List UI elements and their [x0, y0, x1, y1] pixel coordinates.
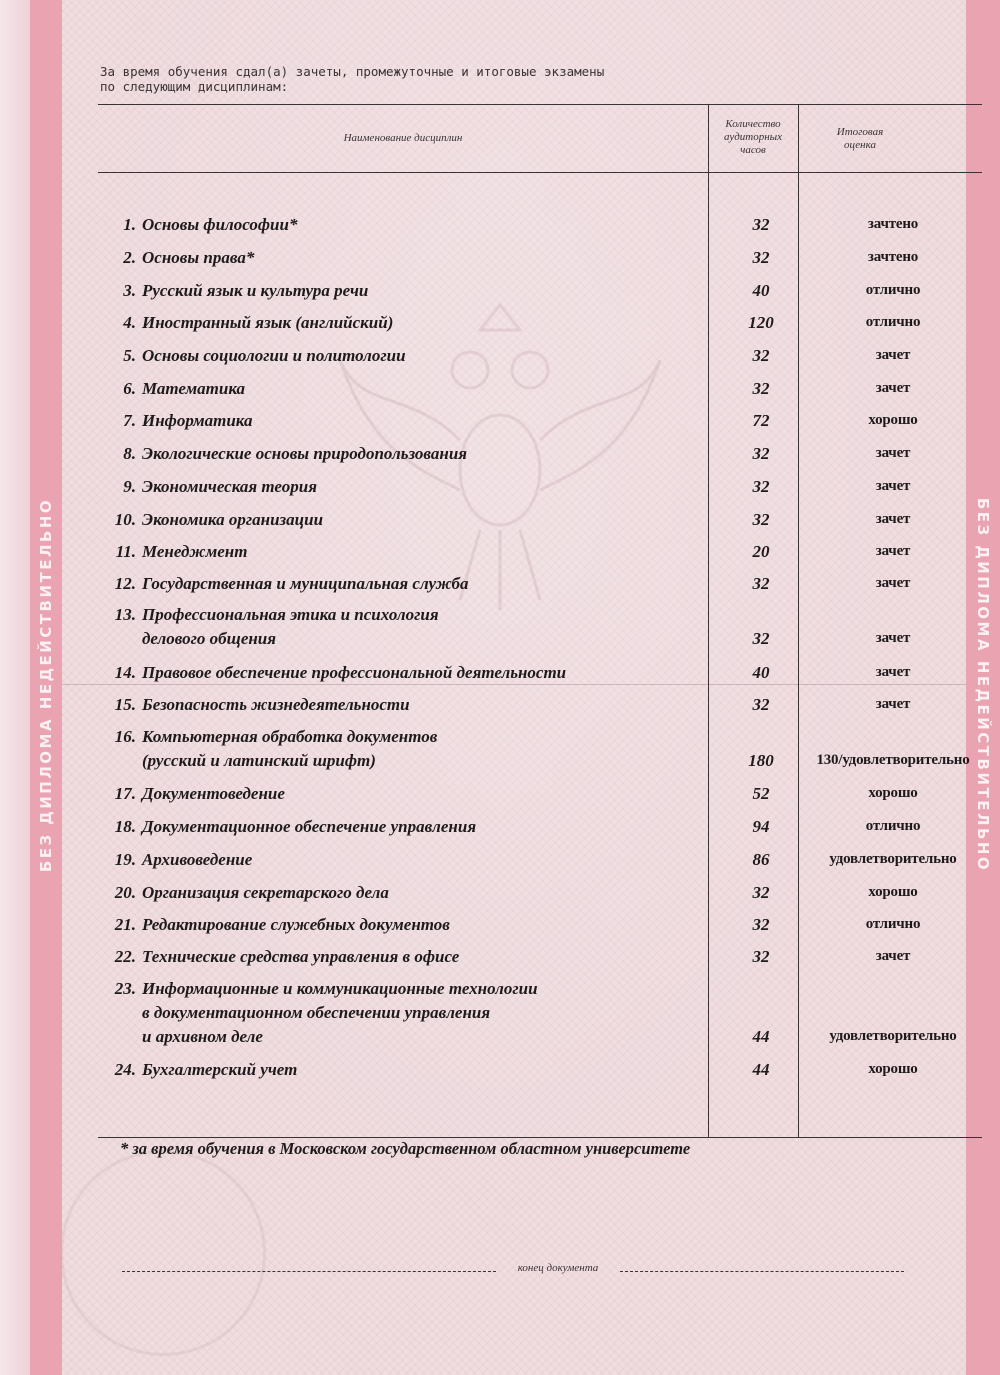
- discipline-number: 16.: [114, 727, 136, 746]
- header-hours-line-2: аудиторных: [723, 131, 782, 143]
- discipline-number: 4.: [123, 313, 136, 332]
- hours-value: 44: [752, 1060, 770, 1079]
- discipline-name-line: [100, 540, 700, 564]
- header-grade-line-2: оценка: [844, 139, 876, 151]
- grade-value: зачет: [875, 948, 911, 964]
- discipline-text: Правовое обеспечение профессиональной деятельности: [142, 663, 567, 682]
- discipline-text: (русский и латинский шрифт): [142, 751, 376, 770]
- table-header-rule: [98, 172, 982, 173]
- grade-value: отлично: [865, 916, 921, 932]
- discipline-text: Организация секретарского дела: [142, 883, 389, 902]
- discipline-number: 5.: [123, 346, 136, 365]
- discipline-text: Государственная и муниципальная служба: [142, 574, 469, 593]
- hours-value: 32: [752, 215, 770, 234]
- discipline-name-line: [100, 475, 700, 499]
- discipline-name: [100, 848, 700, 872]
- grade-value: зачет: [875, 543, 911, 559]
- header-grade-line-1: Итоговая: [836, 126, 884, 138]
- hours-value: 72: [752, 411, 770, 430]
- hours-value: 94: [752, 817, 770, 836]
- discipline-name-line: [100, 311, 700, 335]
- discipline-text: Экономическая теория: [142, 477, 317, 496]
- grade-value: отлично: [865, 314, 921, 330]
- discipline-name: [100, 603, 700, 651]
- discipline-name-line: [100, 661, 700, 685]
- grade-value: хорошо: [868, 1061, 918, 1077]
- discipline-name-line: [100, 848, 700, 872]
- grade-value: зачет: [875, 511, 911, 527]
- discipline-text: Экономика организации: [142, 510, 324, 529]
- hours-value: 86: [752, 850, 770, 869]
- discipline-name-line: [100, 279, 700, 303]
- discipline-text: Русский язык и культура речи: [142, 281, 369, 300]
- grade-value: зачтено: [867, 216, 919, 232]
- grade-value: 130/удовлетворительно: [816, 752, 970, 768]
- discipline-name-line: [100, 246, 700, 270]
- discipline-name-line: [100, 409, 700, 433]
- left-stripe-text: БЕЗ ДИПЛОМА НЕДЕЙСТВИТЕЛЬНО: [37, 497, 55, 873]
- discipline-name-line: [100, 508, 700, 532]
- discipline-text: Иностранный язык (английский): [142, 313, 394, 332]
- discipline-text: Бухгалтерский учет: [142, 1060, 298, 1079]
- header-grade: [798, 126, 922, 152]
- discipline-name-line: [100, 913, 700, 937]
- discipline-text: Менеджмент: [142, 542, 248, 561]
- intro-line-2: по следующим дисциплинам:: [100, 79, 289, 94]
- discipline-name: [100, 540, 700, 564]
- discipline-name: [100, 572, 700, 596]
- discipline-name: [100, 913, 700, 937]
- discipline-number: 20.: [114, 883, 136, 902]
- discipline-text: Информатика: [142, 411, 253, 430]
- grade-value: отлично: [865, 818, 921, 834]
- discipline-number: 3.: [123, 281, 136, 300]
- discipline-number: 23.: [114, 979, 136, 998]
- discipline-text: Экологические основы природопользования: [142, 444, 468, 463]
- discipline-name: [100, 475, 700, 499]
- discipline-name: [100, 377, 700, 401]
- discipline-name: [100, 945, 700, 969]
- discipline-number: 10.: [114, 510, 136, 529]
- discipline-text: делового общения: [142, 629, 277, 648]
- discipline-number: 12.: [114, 574, 136, 593]
- discipline-name: [100, 279, 700, 303]
- discipline-name: [100, 693, 700, 717]
- discipline-name-line: [100, 945, 700, 969]
- discipline-name-line: [100, 693, 700, 717]
- discipline-text: Редактирование служебных документов: [142, 915, 450, 934]
- discipline-text: Основы социологии и политологии: [142, 346, 406, 365]
- grade-value: удовлетворительно: [829, 1028, 957, 1044]
- discipline-text: Технические средства управления в офисе: [142, 947, 460, 966]
- discipline-name: [100, 246, 700, 270]
- discipline-name: [100, 782, 700, 806]
- hours-value: 32: [752, 510, 770, 529]
- discipline-text: Документационное обеспечение управления: [142, 817, 477, 836]
- discipline-name: [100, 977, 700, 1049]
- hours-value: 32: [752, 695, 770, 714]
- discipline-text: Архивоведение: [142, 850, 253, 869]
- grade-value: зачет: [875, 664, 911, 680]
- grade-value: зачтено: [867, 249, 919, 265]
- discipline-name-line: [100, 1025, 700, 1049]
- hours-value: 32: [752, 915, 770, 934]
- discipline-name-line: [100, 377, 700, 401]
- discipline-number: 18.: [114, 817, 136, 836]
- discipline-name: [100, 881, 700, 905]
- discipline-name-line: [100, 749, 700, 773]
- table-top-rule: [98, 104, 982, 105]
- discipline-name-line: [100, 782, 700, 806]
- discipline-name-line: [100, 603, 700, 627]
- grade-value: хорошо: [868, 785, 918, 801]
- grade-value: зачет: [875, 696, 911, 712]
- discipline-text: Компьютерная обработка документов: [142, 727, 438, 746]
- hours-value: 44: [752, 1027, 770, 1046]
- header-hours: [708, 118, 798, 157]
- discipline-name-line: [100, 572, 700, 596]
- discipline-text: и архивном деле: [142, 1027, 263, 1046]
- discipline-name: [100, 1058, 700, 1082]
- discipline-name-line: [100, 344, 700, 368]
- discipline-text: Основы права*: [142, 248, 255, 267]
- discipline-name-line: [100, 213, 700, 237]
- header-hours-line-1: Количество: [725, 118, 781, 130]
- intro-text: [100, 64, 604, 94]
- discipline-number: 19.: [114, 850, 136, 869]
- discipline-name: [100, 508, 700, 532]
- hours-value: 32: [752, 629, 770, 648]
- discipline-name-line: [100, 1001, 700, 1025]
- discipline-name-line: [100, 881, 700, 905]
- hours-value: 32: [752, 947, 770, 966]
- hours-value: 180: [748, 751, 774, 770]
- intro-line-1: За время обучения сдал(а) зачеты, промежуточные и итоговые экзамены: [100, 64, 605, 79]
- discipline-name-line: [100, 977, 700, 1001]
- discipline-name: [100, 311, 700, 335]
- grade-value: удовлетворительно: [829, 851, 957, 867]
- discipline-number: 17.: [114, 784, 136, 803]
- hours-value: 32: [752, 346, 770, 365]
- discipline-name: [100, 213, 700, 237]
- hours-value: 32: [752, 248, 770, 267]
- discipline-number: 9.: [123, 477, 136, 496]
- discipline-name: [100, 442, 700, 466]
- hours-value: 40: [752, 663, 770, 682]
- grade-value: зачет: [875, 630, 911, 646]
- hours-value: 120: [748, 313, 774, 332]
- discipline-text: Основы философии*: [142, 215, 298, 234]
- discipline-name: [100, 344, 700, 368]
- discipline-name: [100, 661, 700, 685]
- grade-value: отлично: [865, 282, 921, 298]
- hours-value: 52: [752, 784, 770, 803]
- discipline-number: 22.: [114, 947, 136, 966]
- discipline-text: Информационные и коммуникационные технологии: [142, 979, 538, 998]
- discipline-name-line: [100, 725, 700, 749]
- discipline-number: 21.: [114, 915, 136, 934]
- discipline-number: 11.: [115, 542, 136, 561]
- grade-value: зачет: [875, 575, 911, 591]
- hours-value: 32: [752, 883, 770, 902]
- right-stripe-text: БЕЗ ДИПЛОМА НЕДЕЙСТВИТЕЛЬНО: [974, 497, 992, 873]
- discipline-text: в документационном обеспечении управления: [142, 1003, 491, 1022]
- grade-value: зачет: [875, 478, 911, 494]
- end-of-document-label: конец документа: [517, 1262, 599, 1274]
- discipline-name: [100, 725, 700, 773]
- hours-value: 32: [752, 574, 770, 593]
- discipline-number: 6.: [123, 379, 136, 398]
- hours-value: 20: [752, 542, 770, 561]
- discipline-number: 2.: [123, 248, 136, 267]
- discipline-number: 1.: [123, 215, 136, 234]
- discipline-name-line: [100, 627, 700, 651]
- faded-stamp: [60, 1150, 266, 1356]
- discipline-name: [100, 409, 700, 433]
- discipline-name-line: [100, 442, 700, 466]
- discipline-name: [100, 815, 700, 839]
- grade-value: зачет: [875, 445, 911, 461]
- hours-value: 32: [752, 379, 770, 398]
- grade-value: зачет: [875, 347, 911, 363]
- discipline-number: 14.: [114, 663, 136, 682]
- discipline-number: 8.: [123, 444, 136, 463]
- end-dash-left: [122, 1271, 496, 1272]
- discipline-text: Документоведение: [142, 784, 285, 803]
- end-dash-right: [620, 1271, 904, 1272]
- grade-value: хорошо: [868, 884, 918, 900]
- discipline-text: Безопасность жизнедеятельности: [142, 695, 410, 714]
- hours-column-divider: [708, 104, 709, 1138]
- hours-value: 32: [752, 444, 770, 463]
- table-bottom-rule: [98, 1137, 982, 1138]
- discipline-text: Математика: [142, 379, 246, 398]
- discipline-text: Профессиональная этика и психология: [142, 605, 439, 624]
- footnote: * за время обучения в Московском государственном областном университете: [120, 1139, 691, 1158]
- discipline-name-line: [100, 815, 700, 839]
- discipline-number: 13.: [114, 605, 136, 624]
- header-discipline: Наименование дисциплин: [343, 132, 463, 144]
- header-hours-line-3: часов: [740, 144, 766, 156]
- hours-value: 40: [752, 281, 770, 300]
- discipline-number: 15.: [114, 695, 136, 714]
- discipline-name-line: [100, 1058, 700, 1082]
- grade-value: зачет: [875, 380, 911, 396]
- discipline-number: 7.: [123, 411, 136, 430]
- hours-value: 32: [752, 477, 770, 496]
- grade-value: хорошо: [868, 412, 918, 428]
- discipline-number: 24.: [114, 1060, 136, 1079]
